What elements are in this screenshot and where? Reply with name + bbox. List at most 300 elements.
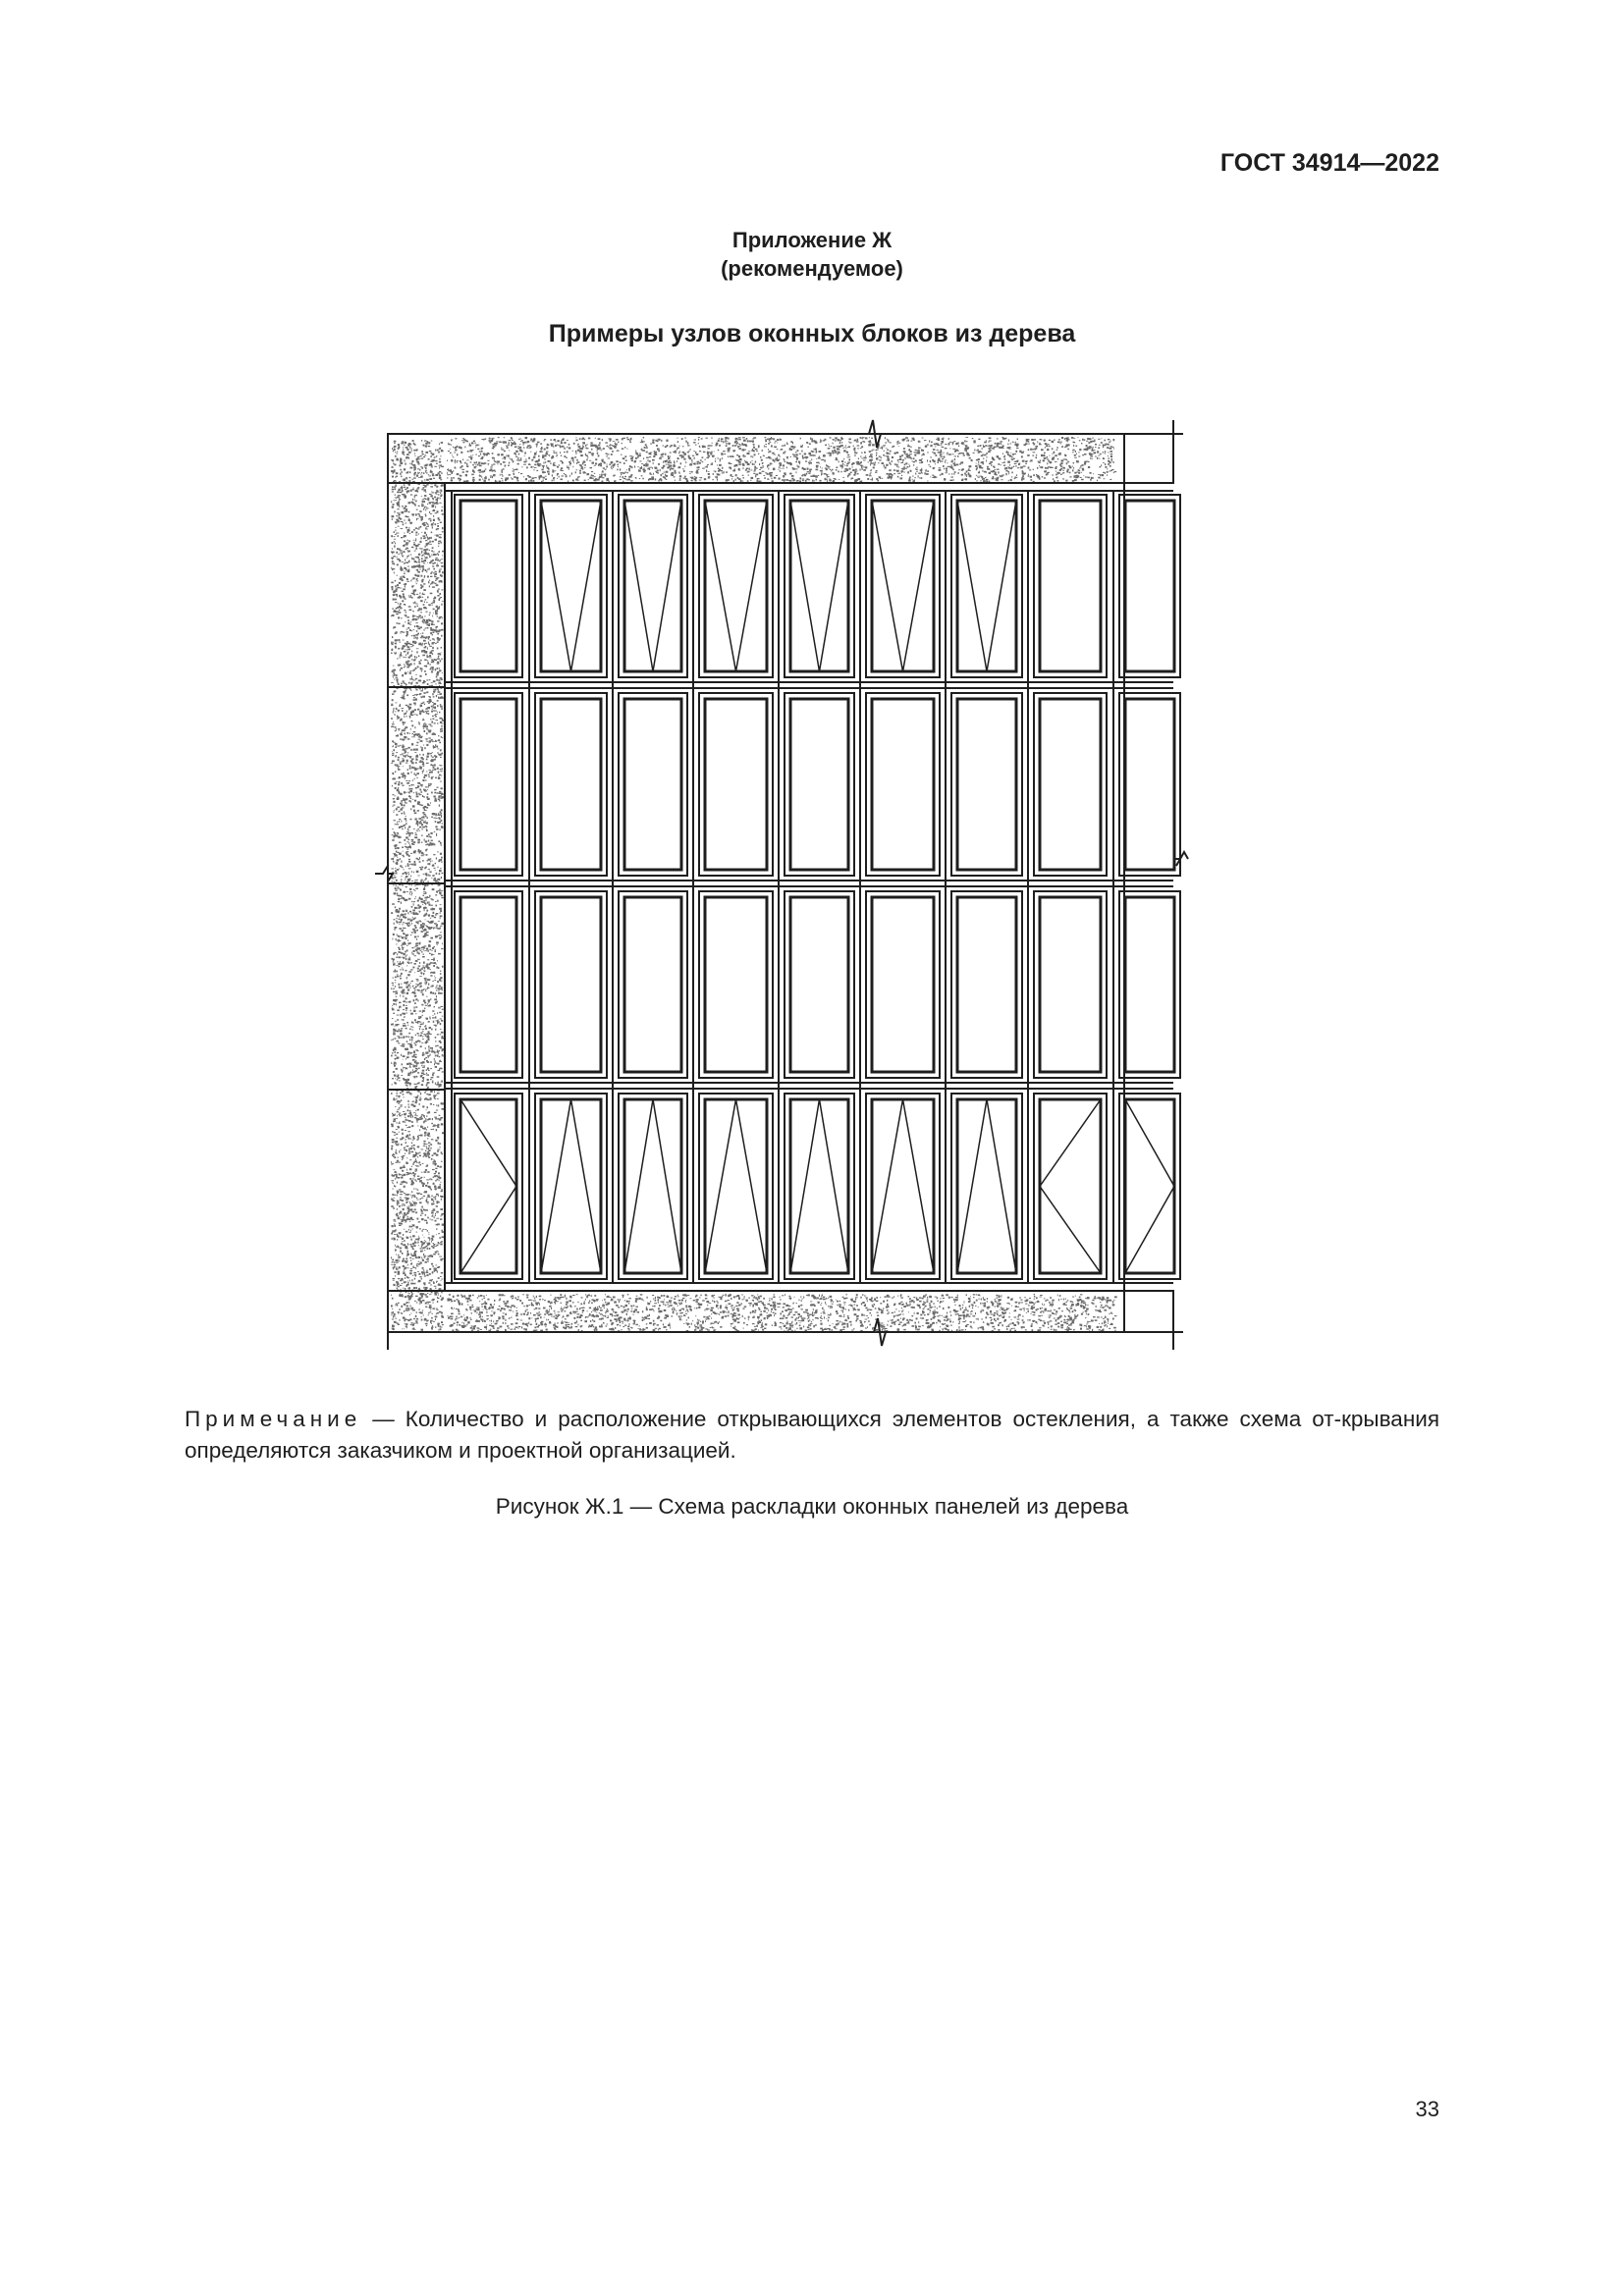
concrete-speckle — [856, 1294, 858, 1296]
concrete-speckle — [608, 1315, 609, 1316]
concrete-speckle — [544, 439, 546, 440]
concrete-speckle — [526, 1305, 528, 1307]
concrete-speckle — [1044, 1304, 1045, 1306]
concrete-speckle — [588, 452, 591, 454]
concrete-speckle — [1105, 466, 1107, 468]
concrete-speckle — [612, 1308, 614, 1310]
concrete-speckle — [463, 1295, 465, 1297]
concrete-speckle — [825, 468, 828, 469]
concrete-speckle — [460, 475, 461, 476]
concrete-speckle — [705, 1320, 706, 1322]
concrete-speckle — [1031, 1325, 1033, 1327]
concrete-speckle — [845, 1298, 847, 1299]
concrete-speckle — [786, 1305, 788, 1307]
concrete-speckle — [584, 1301, 585, 1302]
concrete-speckle — [742, 445, 744, 446]
concrete-speckle — [663, 1304, 664, 1306]
concrete-speckle — [483, 1303, 485, 1304]
concrete-speckle — [1066, 1323, 1068, 1324]
concrete-speckle — [1008, 449, 1010, 450]
concrete-speckle — [795, 468, 797, 469]
concrete-speckle — [507, 1306, 509, 1308]
concrete-speckle — [1006, 1328, 1007, 1330]
concrete-speckle — [939, 469, 942, 471]
concrete-speckle — [1039, 465, 1040, 466]
concrete-speckle — [644, 1316, 647, 1318]
concrete-speckle — [1097, 457, 1098, 459]
concrete-speckle — [1046, 446, 1048, 448]
concrete-speckle — [929, 1305, 931, 1307]
concrete-speckle — [1053, 1304, 1054, 1306]
concrete-speckle — [865, 438, 867, 439]
concrete-speckle — [494, 1312, 495, 1314]
concrete-speckle — [548, 473, 550, 475]
concrete-speckle — [794, 1297, 795, 1298]
concrete-speckle — [623, 457, 625, 459]
concrete-speckle — [1053, 478, 1054, 480]
concrete-speckle — [1081, 443, 1082, 444]
concrete-speckle — [970, 1313, 973, 1314]
concrete-speckle — [490, 466, 492, 467]
concrete-speckle — [533, 466, 534, 467]
concrete-speckle — [557, 1326, 559, 1328]
concrete-speckle — [708, 448, 710, 449]
concrete-speckle — [771, 474, 773, 475]
concrete-speckle — [691, 462, 693, 463]
concrete-speckle — [752, 460, 753, 461]
concrete-speckle — [668, 1324, 671, 1326]
concrete-speckle — [1058, 439, 1059, 441]
concrete-speckle — [469, 443, 470, 445]
concrete-speckle — [702, 456, 704, 458]
concrete-speckle — [603, 448, 605, 450]
concrete-speckle — [770, 464, 771, 466]
concrete-speckle — [679, 1319, 681, 1320]
concrete-speckle — [834, 1326, 835, 1328]
concrete-speckle — [1011, 476, 1012, 477]
concrete-speckle — [892, 1322, 893, 1324]
concrete-speckle — [759, 469, 761, 470]
concrete-speckle — [896, 443, 898, 444]
concrete-speckle — [566, 475, 568, 477]
concrete-speckle — [531, 1317, 532, 1318]
concrete-speckle — [1073, 467, 1074, 468]
concrete-speckle — [738, 461, 741, 463]
concrete-speckle — [927, 480, 928, 481]
concrete-speckle — [780, 464, 782, 466]
concrete-speckle — [556, 1329, 557, 1330]
concrete-speckle — [947, 1320, 948, 1321]
concrete-speckle — [976, 450, 977, 451]
concrete-speckle — [997, 1298, 999, 1299]
concrete-speckle — [664, 1299, 665, 1300]
concrete-speckle — [564, 1321, 565, 1322]
concrete-speckle — [865, 1319, 868, 1320]
concrete-speckle — [821, 472, 823, 473]
concrete-speckle — [647, 460, 649, 461]
concrete-speckle — [966, 1294, 967, 1296]
concrete-speckle — [832, 1304, 834, 1305]
concrete-speckle — [510, 1307, 512, 1308]
concrete-speckle — [513, 473, 514, 474]
concrete-speckle — [509, 1309, 510, 1310]
concrete-speckle — [836, 1324, 838, 1326]
concrete-speckle — [965, 1308, 966, 1309]
concrete-speckle — [661, 1295, 663, 1297]
concrete-speckle — [728, 455, 729, 457]
concrete-speckle — [621, 1306, 623, 1307]
concrete-speckle — [945, 1328, 947, 1330]
concrete-speckle — [1099, 455, 1101, 456]
concrete-speckle — [1104, 1320, 1107, 1321]
concrete-speckle — [812, 451, 813, 453]
concrete-speckle — [519, 444, 520, 445]
concrete-speckle — [843, 458, 844, 460]
concrete-speckle — [526, 478, 527, 480]
concrete-speckle — [739, 439, 741, 441]
concrete-speckle — [940, 1301, 943, 1303]
concrete-speckle — [697, 1319, 698, 1321]
concrete-speckle — [712, 443, 713, 444]
concrete-speckle — [600, 1309, 603, 1311]
concrete-speckle — [531, 439, 533, 441]
concrete-speckle — [853, 1328, 854, 1330]
concrete-speckle — [831, 1329, 833, 1330]
concrete-speckle — [699, 480, 702, 481]
concrete-speckle — [770, 463, 772, 465]
concrete-speckle — [1000, 1322, 1001, 1324]
concrete-speckle — [824, 1309, 825, 1310]
concrete-speckle — [865, 1295, 866, 1297]
concrete-speckle — [644, 447, 646, 449]
concrete-speckle — [1110, 441, 1111, 442]
concrete-speckle — [828, 1306, 830, 1307]
concrete-speckle — [586, 448, 588, 449]
concrete-speckle — [999, 1315, 1001, 1316]
concrete-speckle — [1036, 1297, 1038, 1299]
concrete-speckle — [544, 449, 546, 451]
concrete-speckle — [827, 480, 828, 482]
concrete-speckle — [1031, 1323, 1032, 1325]
concrete-speckle — [772, 453, 774, 454]
concrete-speckle — [548, 1301, 550, 1303]
concrete-speckle — [961, 479, 963, 481]
concrete-speckle — [668, 462, 670, 463]
concrete-speckle — [875, 472, 877, 473]
concrete-speckle — [655, 440, 657, 442]
concrete-speckle — [854, 440, 856, 442]
concrete-speckle — [1083, 439, 1085, 440]
concrete-speckle — [1050, 461, 1053, 463]
concrete-speckle — [477, 1312, 478, 1314]
concrete-speckle — [580, 465, 582, 467]
concrete-speckle — [506, 455, 507, 456]
concrete-speckle — [863, 1314, 865, 1315]
concrete-speckle — [1034, 1311, 1036, 1313]
concrete-speckle — [951, 468, 953, 469]
concrete-speckle — [909, 1319, 911, 1321]
concrete-speckle — [520, 1320, 523, 1321]
concrete-speckle — [738, 448, 741, 450]
concrete-speckle — [702, 1321, 704, 1322]
concrete-speckle — [792, 1304, 794, 1305]
concrete-speckle — [715, 476, 717, 477]
concrete-speckle — [568, 1324, 570, 1325]
concrete-speckle — [580, 454, 583, 456]
concrete-speckle — [665, 477, 666, 479]
concrete-speckle — [757, 480, 759, 482]
concrete-speckle — [1105, 1305, 1108, 1306]
concrete-speckle — [755, 474, 758, 476]
concrete-speckle — [702, 446, 705, 448]
concrete-speckle — [741, 1299, 743, 1300]
concrete-speckle — [699, 1330, 701, 1331]
concrete-speckle — [567, 447, 568, 448]
concrete-speckle — [779, 1297, 781, 1298]
concrete-speckle — [846, 465, 848, 467]
concrete-speckle — [525, 1310, 527, 1312]
concrete-speckle — [850, 472, 852, 473]
concrete-speckle — [1053, 474, 1054, 476]
concrete-speckle — [907, 466, 909, 468]
concrete-speckle — [711, 1323, 713, 1324]
concrete-speckle — [540, 443, 542, 444]
concrete-speckle — [969, 466, 971, 468]
concrete-speckle — [804, 457, 806, 458]
concrete-speckle — [509, 462, 510, 464]
concrete-speckle — [790, 441, 792, 443]
concrete-speckle — [677, 441, 678, 443]
concrete-speckle — [930, 1325, 932, 1327]
concrete-speckle — [626, 472, 628, 473]
concrete-speckle — [826, 1304, 827, 1305]
concrete-speckle — [563, 1315, 564, 1317]
concrete-speckle — [595, 478, 597, 480]
concrete-speckle — [609, 438, 611, 439]
concrete-speckle — [787, 462, 789, 464]
concrete-speckle — [847, 456, 849, 457]
concrete-speckle — [1105, 453, 1106, 454]
concrete-speckle — [1056, 1313, 1057, 1314]
concrete-speckle — [1110, 1323, 1112, 1325]
concrete-speckle — [590, 446, 593, 447]
concrete-speckle — [870, 472, 871, 473]
concrete-speckle — [1069, 1310, 1070, 1312]
concrete-speckle — [1040, 460, 1041, 461]
concrete-speckle — [831, 1301, 832, 1302]
concrete-speckle — [835, 451, 837, 453]
concrete-speckle — [497, 454, 499, 455]
concrete-speckle — [945, 448, 947, 449]
concrete-speckle — [1076, 453, 1077, 454]
concrete-speckle — [1025, 1329, 1027, 1330]
concrete-speckle — [920, 1317, 921, 1318]
concrete-speckle — [452, 439, 453, 441]
concrete-speckle — [447, 1299, 450, 1301]
concrete-speckle — [509, 440, 512, 441]
concrete-speckle — [630, 480, 632, 481]
concrete-speckle — [1030, 459, 1032, 461]
concrete-speckle — [642, 1319, 644, 1321]
concrete-speckle — [792, 1321, 793, 1323]
concrete-speckle — [998, 1324, 1000, 1326]
concrete-speckle — [696, 1295, 698, 1297]
concrete-speckle — [1061, 437, 1063, 439]
concrete-speckle — [535, 1327, 537, 1329]
concrete-speckle — [696, 454, 699, 455]
concrete-speckle — [993, 1314, 995, 1316]
concrete-speckle — [1022, 460, 1025, 462]
concrete-speckle — [827, 453, 828, 454]
concrete-speckle — [1080, 1294, 1082, 1295]
concrete-speckle — [916, 469, 918, 470]
concrete-speckle — [682, 1295, 684, 1296]
concrete-speckle — [553, 464, 555, 466]
concrete-speckle — [575, 440, 577, 442]
concrete-speckle — [973, 441, 975, 443]
concrete-speckle — [869, 456, 871, 458]
concrete-speckle — [629, 442, 631, 443]
concrete-speckle — [724, 471, 725, 473]
concrete-speckle — [1092, 1329, 1093, 1331]
concrete-speckle — [538, 459, 540, 461]
concrete-speckle — [882, 478, 884, 479]
concrete-speckle — [828, 474, 829, 475]
concrete-speckle — [1040, 1311, 1042, 1312]
concrete-speckle — [798, 1300, 800, 1301]
concrete-speckle — [1109, 457, 1110, 459]
concrete-speckle — [981, 455, 983, 457]
concrete-speckle — [631, 1327, 632, 1329]
concrete-speckle — [1060, 1315, 1061, 1316]
concrete-speckle — [657, 470, 659, 472]
concrete-speckle — [586, 445, 588, 446]
concrete-speckle — [565, 474, 567, 475]
concrete-speckle — [486, 1311, 487, 1313]
concrete-speckle — [566, 1302, 568, 1304]
concrete-speckle — [731, 1305, 733, 1307]
concrete-speckle — [766, 446, 767, 448]
concrete-speckle — [943, 438, 945, 439]
concrete-speckle — [620, 479, 622, 480]
concrete-speckle — [742, 449, 745, 451]
concrete-speckle — [597, 1307, 598, 1308]
concrete-speckle — [750, 470, 752, 471]
concrete-speckle — [902, 459, 904, 461]
concrete-speckle — [526, 1295, 529, 1296]
concrete-speckle — [833, 1323, 834, 1324]
concrete-speckle — [865, 466, 867, 468]
concrete-speckle — [530, 1324, 532, 1326]
concrete-speckle — [653, 1320, 655, 1322]
concrete-speckle — [501, 478, 503, 479]
concrete-speckle — [1041, 466, 1043, 468]
concrete-speckle — [883, 1328, 886, 1329]
concrete-speckle — [515, 451, 518, 453]
concrete-speckle — [986, 1316, 988, 1318]
concrete-speckle — [864, 452, 866, 454]
concrete-speckle — [802, 445, 803, 446]
concrete-speckle — [683, 478, 686, 479]
concrete-speckle — [557, 475, 558, 476]
concrete-speckle — [707, 452, 708, 453]
concrete-speckle — [940, 1326, 941, 1327]
concrete-speckle — [788, 1313, 790, 1315]
concrete-speckle — [995, 1301, 997, 1302]
concrete-speckle — [970, 1321, 972, 1323]
concrete-speckle — [514, 447, 517, 449]
concrete-speckle — [753, 447, 755, 449]
concrete-speckle — [1104, 478, 1106, 479]
concrete-speckle — [881, 1309, 883, 1311]
concrete-speckle — [813, 1308, 814, 1310]
concrete-speckle — [995, 1306, 996, 1308]
concrete-speckle — [537, 442, 540, 444]
concrete-speckle — [988, 451, 991, 453]
concrete-speckle — [1057, 1322, 1060, 1324]
concrete-speckle — [692, 1320, 693, 1321]
concrete-speckle — [1084, 461, 1086, 463]
concrete-speckle — [767, 473, 768, 475]
concrete-speckle — [965, 1320, 966, 1321]
concrete-speckle — [481, 471, 482, 472]
concrete-speckle — [960, 462, 963, 464]
concrete-speckle — [721, 439, 723, 441]
concrete-speckle — [863, 460, 866, 461]
concrete-speckle — [830, 437, 832, 438]
concrete-speckle — [504, 451, 506, 452]
concrete-speckle — [461, 469, 464, 470]
concrete-speckle — [868, 445, 869, 446]
concrete-speckle — [798, 1313, 800, 1315]
concrete-speckle — [930, 445, 932, 447]
concrete-speckle — [677, 1312, 678, 1313]
concrete-speckle — [948, 473, 949, 474]
concrete-speckle — [570, 460, 571, 461]
concrete-speckle — [1098, 439, 1100, 440]
concrete-speckle — [561, 479, 563, 481]
concrete-speckle — [474, 443, 476, 444]
concrete-speckle — [749, 1305, 750, 1306]
concrete-speckle — [613, 466, 614, 468]
concrete-speckle — [748, 1303, 750, 1304]
concrete-speckle — [687, 1324, 688, 1325]
concrete-speckle — [796, 459, 797, 460]
concrete-speckle — [880, 1324, 882, 1326]
concrete-speckle — [964, 448, 965, 450]
concrete-speckle — [482, 1321, 483, 1322]
concrete-speckle — [466, 1317, 468, 1319]
concrete-speckle — [691, 471, 693, 473]
concrete-speckle — [1086, 445, 1088, 447]
concrete-speckle — [489, 438, 491, 440]
concrete-speckle — [926, 473, 929, 475]
concrete-speckle — [725, 1302, 726, 1303]
concrete-speckle — [771, 445, 773, 447]
concrete-speckle — [1029, 1319, 1031, 1320]
concrete-speckle — [986, 1312, 988, 1314]
concrete-speckle — [748, 1316, 750, 1318]
concrete-speckle — [453, 1296, 455, 1298]
concrete-speckle — [861, 468, 862, 470]
concrete-speckle — [1003, 465, 1005, 466]
concrete-speckle — [1086, 461, 1089, 462]
concrete-speckle — [894, 1311, 895, 1312]
concrete-speckle — [643, 1301, 644, 1302]
concrete-speckle — [868, 441, 871, 442]
concrete-speckle — [945, 1317, 946, 1318]
concrete-speckle — [827, 1318, 828, 1319]
